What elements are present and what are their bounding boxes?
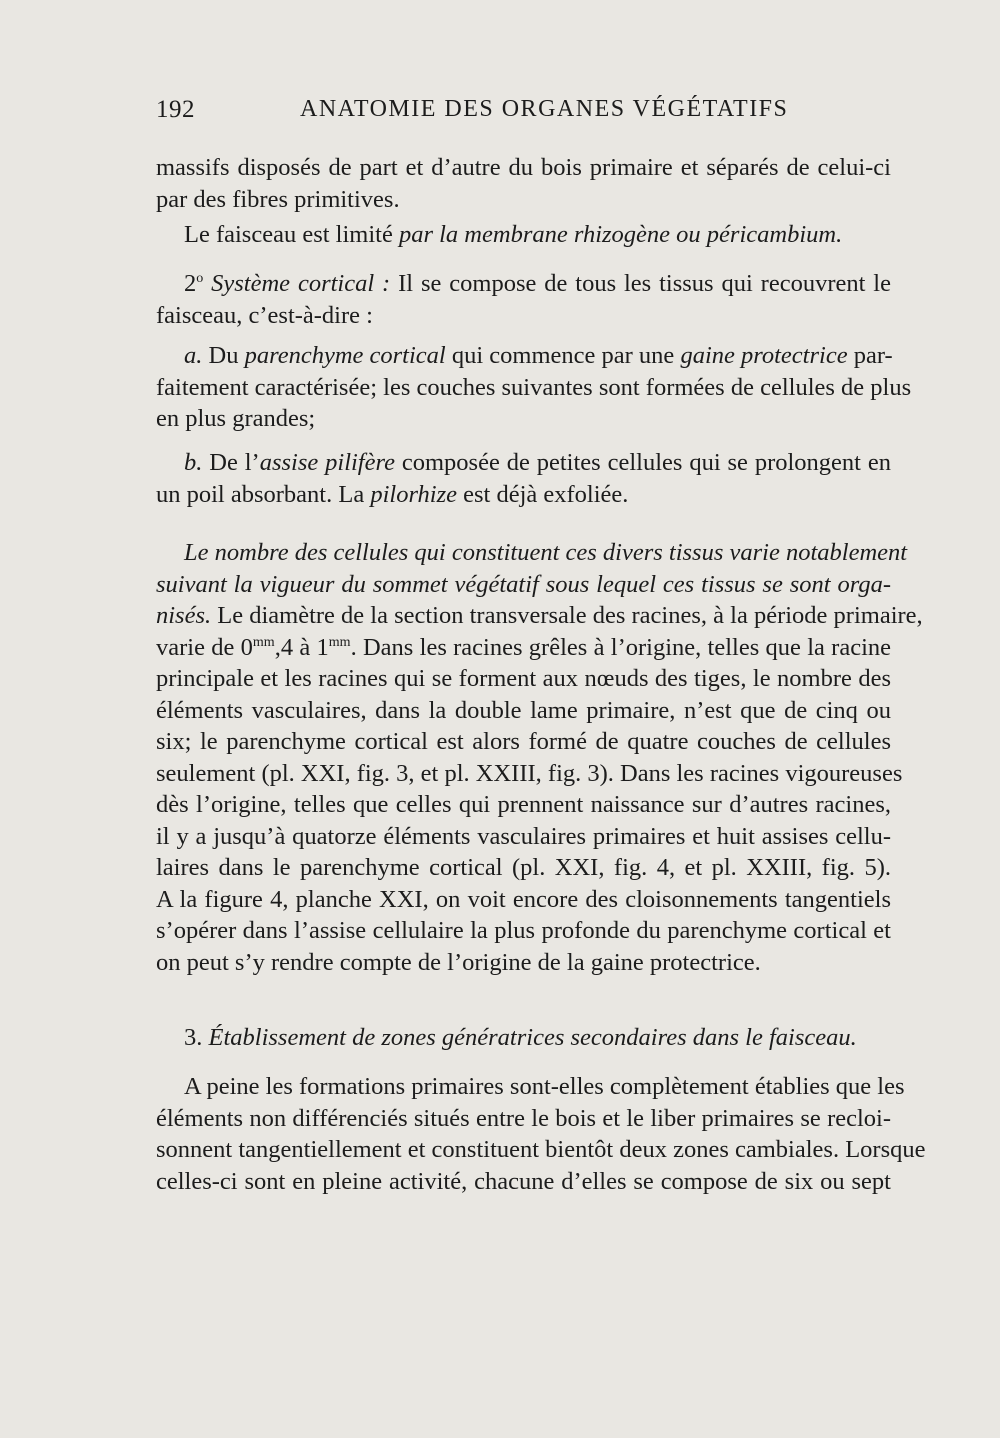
text-line: principale et les racines qui se forment aux nœuds des tiges, le nombre des (156, 665, 891, 692)
text-line: il y a jusqu’à quatorze éléments vasculaires primaires et huit assises cellu- (156, 822, 891, 850)
section-title: Système cortical : (203, 270, 391, 297)
italic-run: parenchyme cortical (244, 342, 446, 369)
text-line: laires dans le parenchyme cortical (pl. XXI, fig. 4, et pl. XXIII, fig. 5). (156, 854, 891, 881)
text-line: en plus grandes; (156, 405, 316, 432)
text-line: seulement (pl. XXI, fig. 3, et pl. XXIII, fig. 3). Dans les racines vigoureuses (156, 759, 903, 787)
text-run: Du (202, 342, 245, 369)
text-run: . Dans les racines grêles à l’origine, telles que la racine (350, 633, 892, 661)
section-number: 2 (184, 270, 197, 297)
text-line: massifs disposés de part et d’autre du bois primaire et séparés de celui-ci (156, 154, 891, 181)
paragraph-faisceau-limit (156, 219, 891, 251)
text-line: six; le parenchyme cortical est alors formé de quatre couches de cellules (156, 728, 891, 755)
text-line (156, 219, 891, 251)
item-letter: a. (184, 342, 203, 369)
text-run: varie de 0 (156, 633, 253, 661)
text-run: Il se compose de tous les tissus qui recouvrent le (390, 270, 891, 297)
text-line (156, 1022, 891, 1054)
page-number: 192 (156, 96, 195, 123)
paragraph-nombre-cellules (156, 537, 923, 978)
running-title: ANATOMIE DES ORGANES VÉGÉTATIFS (300, 96, 789, 122)
text-line: par des fibres primitives. (156, 185, 400, 213)
text-line: s’opérer dans l’assise cellulaire la plus profonde du parenchyme cortical et (156, 917, 891, 944)
text-line: suivant la vigueur du sommet végétatif sous lequel ces tissus se sont orga- (156, 570, 891, 598)
text-line: sonnent tangentiellement et constituent bientôt deux zones cambiales. Lorsque (156, 1136, 926, 1163)
text-line: faisceau, c’est-à-dire : (156, 301, 373, 329)
text-line: A peine les formations primaires sont-elles complètement établies que les (184, 1073, 905, 1100)
unit-sup: mm (328, 634, 351, 650)
italic-run: nisés. (156, 602, 212, 629)
paragraph-formations-primaires (156, 1071, 926, 1197)
ordinal-sup: o (196, 271, 204, 286)
section-heading (156, 1022, 891, 1054)
text-line (156, 600, 923, 632)
heading-title: Établissement de zones génératrices secondaires dans le faisceau. (202, 1024, 857, 1051)
text-line: celles-ci sont en pleine activité, chacune d’elles se compose de six ou sept (156, 1167, 891, 1195)
text-line (156, 340, 891, 372)
italic-run: gaine protectrice (680, 342, 848, 369)
text-run: composée de petites cellules qui se prolongent en (394, 449, 891, 476)
text-line: A la figure 4, planche XXI, on voit encore des cloisonnements tangentiels (156, 885, 891, 913)
text-run: par- (847, 342, 893, 369)
text-line (156, 447, 891, 479)
text-run: qui commence par une (445, 342, 681, 369)
item-letter: b. (184, 449, 203, 476)
italic-run: assise pilifère (259, 449, 395, 476)
text-run: est déjà exfoliée. (457, 480, 629, 508)
text-run: Le diamètre de la section transversale des racines, à la période primaire, (211, 602, 923, 629)
unit-sup: mm (252, 634, 275, 650)
paragraph-item-b (156, 447, 891, 510)
italic-run: pilorhize (370, 480, 457, 508)
text-line (156, 632, 891, 664)
text-line: Le nombre des cellules qui constituent ces divers tissus varie notablement (184, 539, 908, 566)
text-run: un poil absorbant. La (156, 480, 371, 508)
text-line: dès l’origine, telles que celles qui prennent naissance sur d’autres racines, (156, 791, 891, 818)
text-run: Le faisceau est limité (184, 221, 399, 248)
text-line: éléments non différenciés situés entre le bois et le liber primaires se recloi- (156, 1104, 891, 1132)
heading-number: 3. (184, 1024, 203, 1051)
paragraph-continuation (156, 152, 891, 215)
text-run: De l’ (202, 449, 260, 476)
text-run: ,4 à 1 (274, 633, 329, 661)
text-line: éléments vasculaires, dans la double lame primaire, n’est que de cinq ou (156, 696, 891, 724)
text-line: faitement caractérisée; les couches suivantes sont formées de cellules de plus (156, 373, 912, 401)
text-line (156, 268, 891, 300)
text-line (156, 479, 891, 511)
page-header (156, 96, 891, 128)
paragraph-item-a (156, 340, 912, 435)
paragraph-systeme-cortical (156, 268, 891, 331)
text-line: on peut s’y rendre compte de l’origine de la gaine protectrice. (156, 948, 761, 976)
italic-run: par la membrane rhizogène ou péricambium. (398, 221, 843, 248)
